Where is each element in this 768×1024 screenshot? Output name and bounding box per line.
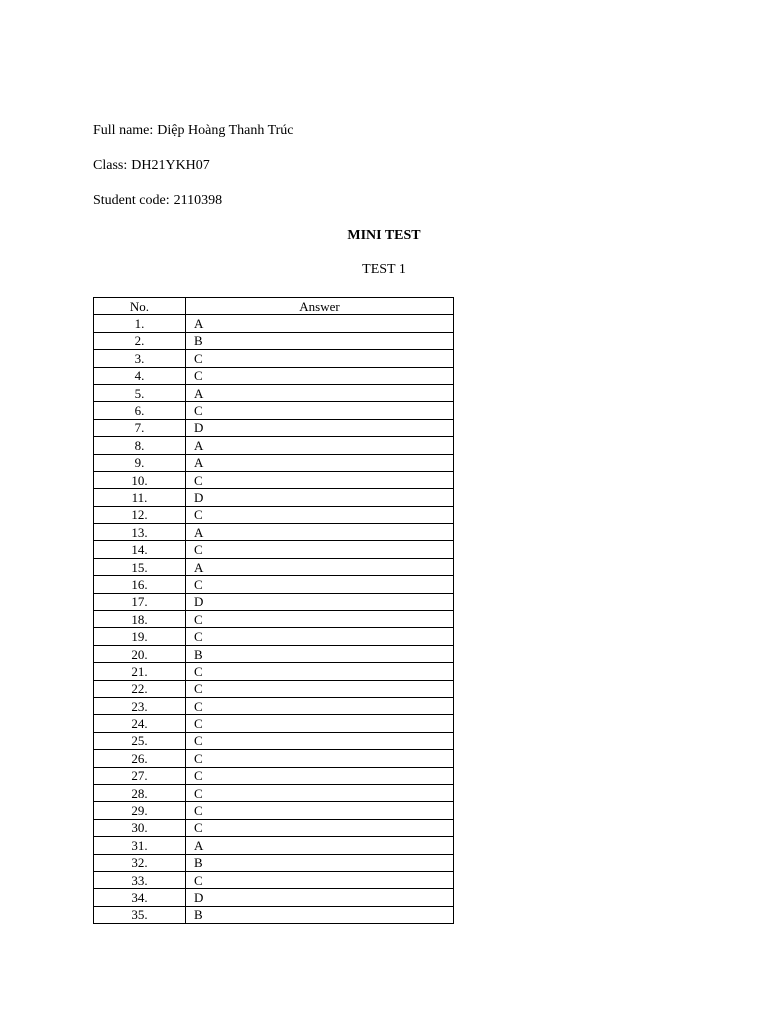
answer-cell: C	[186, 350, 454, 367]
answer-cell: A	[186, 524, 454, 541]
answer-cell: A	[186, 384, 454, 401]
question-number-cell: 32.	[94, 854, 186, 871]
table-row	[94, 471, 454, 488]
table-row	[94, 628, 454, 645]
table-row	[94, 819, 454, 836]
question-number-cell: 21.	[94, 663, 186, 680]
question-number-cell: 7.	[94, 419, 186, 436]
answer-cell: B	[186, 906, 454, 923]
answer-cell: D	[186, 889, 454, 906]
answer-cell: C	[186, 506, 454, 523]
answer-cell: C	[186, 819, 454, 836]
document-title: MINI TEST	[347, 228, 421, 243]
question-number-cell: 25.	[94, 732, 186, 749]
table-row	[94, 524, 454, 541]
question-number-cell: 11.	[94, 489, 186, 506]
answer-cell: C	[186, 784, 454, 801]
question-number-cell: 34.	[94, 889, 186, 906]
table-row	[94, 576, 454, 593]
question-number-cell: 29.	[94, 802, 186, 819]
answer-cell: C	[186, 680, 454, 697]
question-number-cell: 17.	[94, 593, 186, 610]
table-row	[94, 350, 454, 367]
question-number-cell: 4.	[94, 367, 186, 384]
answer-cell: C	[186, 367, 454, 384]
question-number-cell: 28.	[94, 784, 186, 801]
table-row	[94, 489, 454, 506]
answer-cell: C	[186, 663, 454, 680]
answer-cell: C	[186, 767, 454, 784]
question-number-cell: 10.	[94, 471, 186, 488]
answer-cell: D	[186, 419, 454, 436]
column-header-answer: Answer	[186, 298, 454, 315]
question-number-cell: 2.	[94, 332, 186, 349]
question-number-cell: 6.	[94, 402, 186, 419]
question-number-cell: 5.	[94, 384, 186, 401]
answer-cell: A	[186, 437, 454, 454]
answer-cell: B	[186, 854, 454, 871]
answer-cell: C	[186, 576, 454, 593]
table-row	[94, 697, 454, 714]
question-number-cell: 19.	[94, 628, 186, 645]
answer-cell: D	[186, 593, 454, 610]
question-number-cell: 35.	[94, 906, 186, 923]
answer-cell: C	[186, 628, 454, 645]
table-row	[94, 889, 454, 906]
student-code-label: Student code:	[93, 193, 170, 208]
table-row	[94, 715, 454, 732]
table-row	[94, 767, 454, 784]
answer-cell: B	[186, 645, 454, 662]
table-row	[94, 732, 454, 749]
column-header-no: No.	[94, 298, 186, 315]
question-number-cell: 9.	[94, 454, 186, 471]
question-number-cell: 15.	[94, 558, 186, 575]
table-row	[94, 802, 454, 819]
question-number-cell: 24.	[94, 715, 186, 732]
table-row	[94, 906, 454, 923]
table-row	[94, 784, 454, 801]
question-number-cell: 27.	[94, 767, 186, 784]
answer-cell: C	[186, 871, 454, 888]
table-row	[94, 367, 454, 384]
table-row	[94, 837, 454, 854]
table-row	[94, 680, 454, 697]
answer-cell: C	[186, 402, 454, 419]
question-number-cell: 3.	[94, 350, 186, 367]
answer-cell: C	[186, 697, 454, 714]
answer-cell: A	[186, 315, 454, 332]
table-header-row	[94, 298, 454, 315]
table-row	[94, 402, 454, 419]
answer-cell: C	[186, 471, 454, 488]
question-number-cell: 14.	[94, 541, 186, 558]
question-number-cell: 33.	[94, 871, 186, 888]
question-number-cell: 13.	[94, 524, 186, 541]
question-number-cell: 26.	[94, 750, 186, 767]
class-value: DH21YKH07	[131, 158, 210, 173]
table-row	[94, 332, 454, 349]
answer-cell: A	[186, 558, 454, 575]
answer-cell: B	[186, 332, 454, 349]
full-name-label: Full name:	[93, 123, 154, 138]
table-row	[94, 750, 454, 767]
question-number-cell: 8.	[94, 437, 186, 454]
full-name-line	[93, 123, 294, 139]
answer-cell: A	[186, 454, 454, 471]
student-code-line	[93, 193, 222, 209]
table-row	[94, 315, 454, 332]
question-number-cell: 1.	[94, 315, 186, 332]
table-row	[94, 419, 454, 436]
answer-cell: C	[186, 611, 454, 628]
table-row	[94, 437, 454, 454]
question-number-cell: 20.	[94, 645, 186, 662]
answer-cell: C	[186, 541, 454, 558]
full-name-value: Diệp Hoàng Thanh Trúc	[157, 123, 294, 138]
table-row	[94, 854, 454, 871]
table-row	[94, 541, 454, 558]
answer-cell: A	[186, 837, 454, 854]
question-number-cell: 16.	[94, 576, 186, 593]
answer-cell: D	[186, 489, 454, 506]
student-code-value: 2110398	[173, 193, 223, 208]
table-row	[94, 593, 454, 610]
document-subtitle: TEST 1	[362, 262, 406, 277]
question-number-cell: 30.	[94, 819, 186, 836]
table-row	[94, 611, 454, 628]
class-label: Class:	[93, 158, 128, 173]
table-row	[94, 454, 454, 471]
answer-cell: C	[186, 715, 454, 732]
question-number-cell: 12.	[94, 506, 186, 523]
answer-table	[93, 297, 454, 924]
table-row	[94, 645, 454, 662]
table-row	[94, 663, 454, 680]
question-number-cell: 31.	[94, 837, 186, 854]
question-number-cell: 18.	[94, 611, 186, 628]
question-number-cell: 23.	[94, 697, 186, 714]
answer-cell: C	[186, 732, 454, 749]
answer-cell: C	[186, 802, 454, 819]
class-line	[93, 158, 210, 174]
table-row	[94, 506, 454, 523]
answer-cell: C	[186, 750, 454, 767]
question-number-cell: 22.	[94, 680, 186, 697]
answer-table-body	[94, 315, 454, 924]
table-row	[94, 384, 454, 401]
table-row	[94, 558, 454, 575]
table-row	[94, 871, 454, 888]
